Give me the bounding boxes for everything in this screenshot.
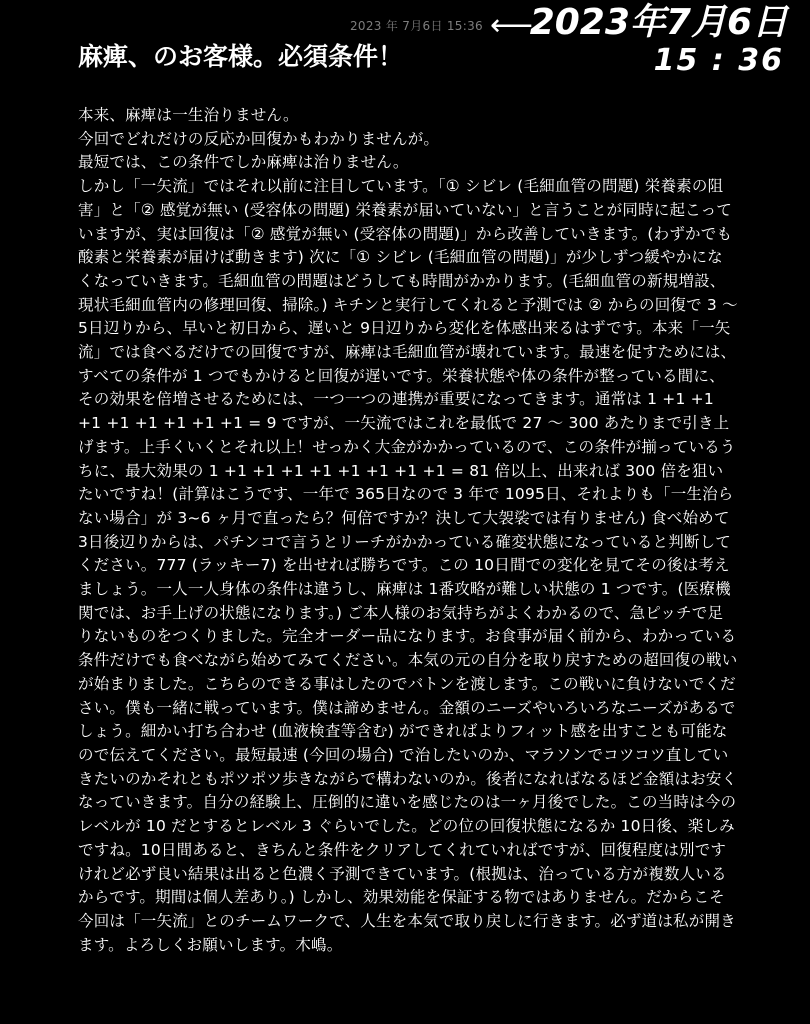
body-line-2: 今回でどれだけの反応か回復かもわかりませんが。 xyxy=(78,129,440,148)
left-arrow-icon: ⟵ xyxy=(490,8,534,43)
post-title: 麻痺、のお客様。必須条件！ xyxy=(78,42,404,71)
post-body xyxy=(78,104,738,957)
body-line-3: 最短では、この条件でしか麻痺は治りません。 xyxy=(78,153,409,172)
body-line-1: 本来、麻痺は一生治りません。 xyxy=(78,106,299,124)
overlay-date: 2023年7月6日 xyxy=(529,2,788,43)
post-timestamp: 2023 年 7月6日 15:36 xyxy=(350,19,483,33)
overlay-time: 15 : 36 xyxy=(653,43,784,78)
body-main-paragraph: しかし「一矢流」ではそれ以前に注目しています。「① シビレ (毛細血管の問題) 栄養素の阻害」と「② 感覚が無い (受容体の問題) 栄養素が届いていない」と言うことが同時に起こっていますが、実は回復は「② 感覚が無い (受容体の問題)」から改善していきます。(わずかでも酸素と栄養素が届けば動きます) 次に「① シビレ (毛細血管の問題)」が少しずつ緩やかになくなっていきます。毛細血管の問題はどうしても時間がかかります。(毛細血管の新規増設、現状毛細血管内の修理回復、掃除。) キチンと実行してくれると予測では ② からの回復で 3 〜 5日辺りから、早いと初日から、遅いと 9日辺りから変化を体感出来るはずです。本来「一矢流」では食べるだけでの回復ですが、麻痺は毛細血管が壊れています。最速を促すためには、すべての条件が 1 つでもかけると回復が遅いです。栄養状態や体の条件が整っている間に、その効果を倍増させるためには、一つ一つの連携が重要になってきます。通常は 1 +1 +1 +1 +1 +1 +1 +1 +1 = 9 ですが、一矢流ではこれを最低で 27 〜 300 あたりまで引き上げます。上手くいくとそれ以上！せっかく大金がかかっているので、この条件が揃っているうちに、最大効果の 1 +1 +1 +1 +1 +1 +1 +1 +1 = 81 倍以上、出来れば 300 倍を狙いたいですね！(計算はこうです、一年で 365日なので 3 年で 1095日、それよりも「一生治らない場合」が 3~6 ヶ月で直ったら？何倍ですか？決して大袈裟では有りません) 食べ始めて 3日後辺りからは、パチンコで言うとリーチがかかっている確変状態になっていると判断してください。777 (ラッキー7) を出せれば勝ちです。この 10日間での変化を見てその後は考えましょう。一人一人身体の条件は違うし、麻痺は 1番攻略が難しい状態の 1 つです。(医療機関では、お手上げの状態になります。) ご本人様のお気持ちがよくわかるので、急ピッチで足りないものをつくりました。完全オーダー品になります。お食事が届く前から、わかっている条件だけでも食べながら始めてみてください。本気の元の自分を取り戻すための超回復の戦いが始まりました。こちらのできる事はしたのでバトンを渡します。この戦いに負けないでください。僕も一緒に戦っています。僕は諦めません。金額のニーズやいろいろなニーズがあるでしょう。細かい打ち合わせ (血液検査等含む) ができればよりフィット感を出すことも可能なので伝えてください。最短最速 (今回の場合) で治したいのか、マラソンでコツコツ直していきたいのかそれともポツポツ歩きながらで構わないのか。後者になればなるほど金額はお安くなっていきます。自分の経験上、圧倒的に違いを感じたのは一ヶ月後でした。この当時は今のレベルが 10 だとするとレベル 3 ぐらいでした。どの位の回復状態になるか 10日後、楽しみですね。10日間あると、きちんと条件をクリアしてくれていればですが、回復程度は別ですけれど必ず良い結果は出ると色濃く予測できています。(根拠は、治っている方が複数人いるからです。期間は個人差あり。) しかし、効果効能を保証する物ではありません。だからこそ今回は「一矢流」とのチームワークで、人生を本気で取り戻しに行きます。必ず道は私が開きます。よろしくお願いします。木嶋。 xyxy=(78,177,738,954)
